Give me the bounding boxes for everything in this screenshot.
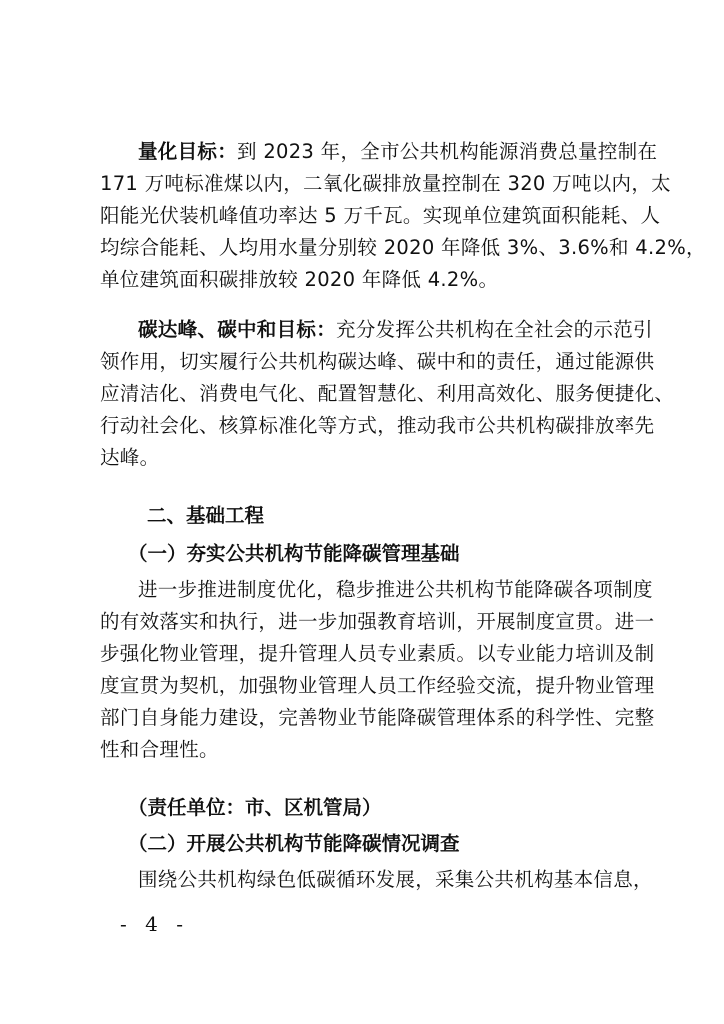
inline-label: 碳达峰、碳中和目标：: [138, 318, 337, 341]
inline-label: 量化目标：: [138, 140, 238, 163]
paragraph-line: 步强化物业管理，提升管理人员专业素质。以专业能力培训及制: [100, 642, 655, 665]
paragraph-line: 围绕公共机构绿色低碳循环发展，采集公共机构基本信息，: [138, 868, 653, 891]
paragraph-line: 应清洁化、消费电气化、配置智慧化、利用高效化、服务便捷化、: [100, 382, 675, 405]
paragraph-line: 阳能光伏装机峰值功率达 5 万千瓦。实现单位建筑面积能耗、人: [100, 204, 661, 227]
paragraph-line: 度宣贯为契机，加强物业管理人员工作经验交流，提升物业管理: [100, 674, 655, 697]
responsible-unit: （责任单位：市、区机管局）: [128, 796, 382, 819]
paragraph-line: 的有效落实和执行，进一步加强教育培训，开展制度宣贯。进一: [100, 610, 655, 633]
paragraph-line: 性和合理性。: [100, 738, 219, 761]
page-number: - 4 -: [120, 912, 189, 936]
paragraph-line: 进一步推进制度优化，稳步推进公共机构节能降碳各项制度: [138, 578, 653, 601]
paragraph-quantitative-targets: [100, 136, 706, 296]
section-heading: 二、基础工程: [147, 504, 265, 527]
paragraph-carbon-targets: [100, 314, 675, 474]
paragraph-line: 达峰。: [100, 446, 160, 469]
subsection-title: （一）夯实公共机构节能降碳管理基础: [128, 542, 460, 565]
paragraph-line: 171 万吨标准煤以内，二氧化碳排放量控制在 320 万吨以内，太: [100, 172, 671, 195]
paragraph-line: 领作用，切实履行公共机构碳达峰、碳中和的责任，通过能源供: [100, 350, 655, 373]
paragraph-line: 行动社会化、核算标准化等方式，推动我市公共机构碳排放率先: [100, 414, 655, 437]
subsection-title: （二）开展公共机构节能降碳情况调查: [128, 832, 460, 855]
paragraph-management-foundation: [100, 574, 655, 766]
paragraph-survey: [100, 864, 653, 896]
paragraph-line: 均综合能耗、人均用水量分别较 2020 年降低 3%、3.6%和 4.2%，: [100, 236, 706, 259]
paragraph-line: 单位建筑面积碳排放较 2020 年降低 4.2%。: [100, 268, 499, 291]
paragraph-line: 碳达峰、碳中和目标：充分发挥公共机构在全社会的示范引: [138, 318, 653, 341]
paragraph-line: 量化目标：到 2023 年，全市公共机构能源消费总量控制在: [138, 140, 658, 163]
paragraph-line: 部门自身能力建设，完善物业节能降碳管理体系的科学性、完整: [100, 706, 655, 729]
